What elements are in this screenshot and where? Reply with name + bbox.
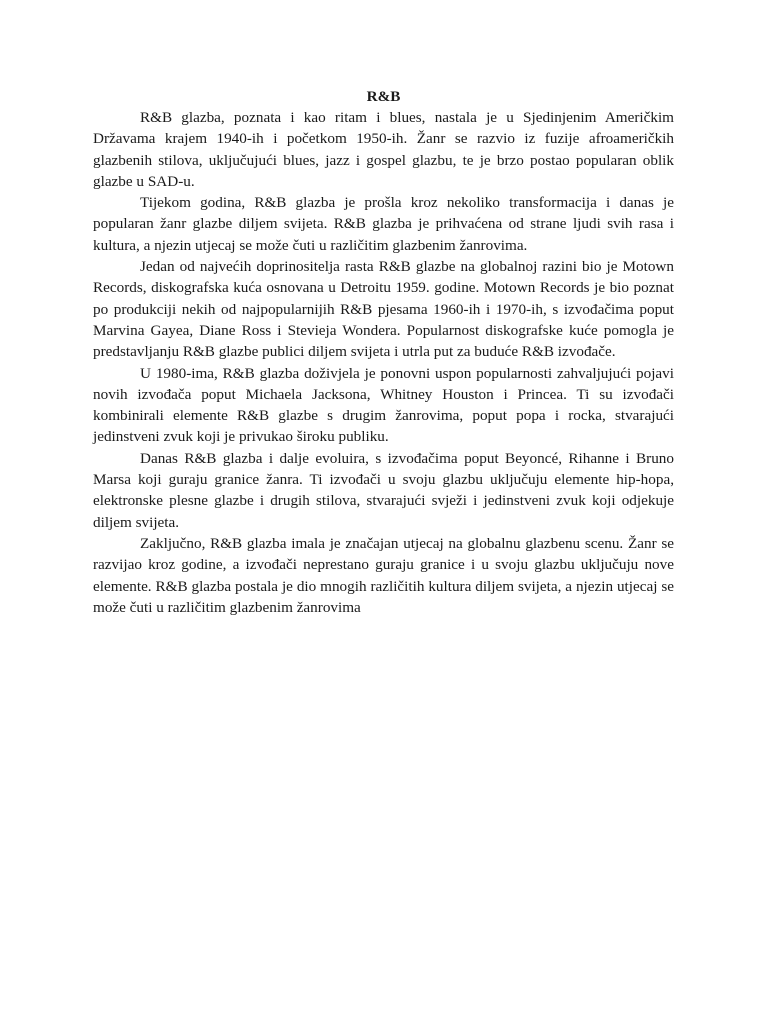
paragraph-5: Danas R&B glazba i dalje evoluira, s izvođačima poput Beyoncé, Rihanne i Bruno Marsa koji guraju granice žanra. Ti izvođači u svoju glazbu uključuju elemente hip-hopa, elektronske plesne glazbe i drugih stilova, stvarajući svježi i jedinstveni zvuk koji odjekuje diljem svijeta. bbox=[93, 449, 674, 531]
document-title: R&B bbox=[366, 88, 401, 105]
document-body bbox=[93, 86, 674, 618]
paragraph-1: R&B glazba, poznata i kao ritam i blues, nastala je u Sjedinjenim Američkim Državama krajem 1940-ih i početkom 1950-ih. Žanr se razvio iz fuzije afroameričkih glazbenih stilova, uključujući blues, jazz i gospel glazbu, te je brzo postao popularan oblik glazbe u SAD-u. bbox=[93, 109, 674, 190]
paragraph-6: Zaključno, R&B glazba imala je značajan utjecaj na globalnu glazbenu scenu. Žanr se razvijao kroz godine, a izvođači neprestano guraju granice i u svoju glazbu uključuju nove elemente. R&B glazba postala je dio mnogih različitih kultura diljem svijeta, a njezin utjecaj se može čuti u različitim glazbenim žanrovima bbox=[93, 534, 674, 616]
paragraph-4: U 1980-ima, R&B glazba doživjela je ponovni uspon popularnosti zahvaljujući pojavi novih izvođača poput Michaela Jacksona, Whitney Houston i Princea. Ti su izvođači kombinirali elemente R&B glazbe s drugim žanrovima, poput popa i rocka, stvarajući jedinstveni zvuk koji je privukao široku publiku. bbox=[93, 364, 674, 446]
paragraph-3: Jedan od najvećih doprinositelja rasta R&B glazbe na globalnoj razini bio je Motown Records, diskografska kuća osnovana u Detroitu 1959. godine. Motown Records je bio poznat po produkciji nekih od najpopularnijih R&B pjesama 1960-ih i 1970-ih, s izvođačima poput Marvina Gayea, Diane Ross i Stevieja Wondera. Popularnost diskografske kuće pomogla je predstavljanju R&B glazbe publici diljem svijeta i utrla put za buduće R&B izvođače. bbox=[93, 258, 674, 361]
paragraph-2: Tijekom godina, R&B glazba je prošla kroz nekoliko transformacija i danas je popularan žanr glazbe diljem svijeta. R&B glazba je prihvaćena od strane ljudi svih rasa i kultura, a njezin utjecaj se može čuti u različitim glazbenim žanrovima. bbox=[93, 194, 674, 254]
